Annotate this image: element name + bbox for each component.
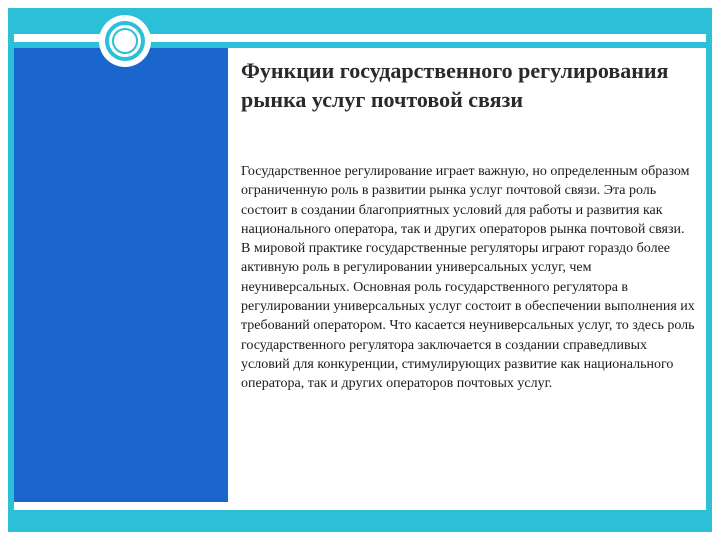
left-panel	[14, 48, 228, 502]
slide-body-text: Государственное регулирование играет важную, но определенным образом ограниченную роль в развитии рынка услуг почтовой связи. Эта роль состоит в создании благоприятных условий для работы и развития как национального оператора, так и других операторов рынка почтовой связи. В мировой практике государственные регуляторы играют гораздо более активную роль в регулировании универсальных услуг, чем неуниверсальных. Основная роль государственного регулятора в регулировании универсальных услуг состоит в обеспечении выполнения их требований оператором. Что касается неуниверсальных услуг, то здесь роль государственного регулятора заключается в создании справедливых условий для конкуренции, стимулирующих развитие как национального оператора, так и других операторов почтовых услуг.	[241, 164, 695, 392]
bottom-band	[14, 502, 706, 510]
emblem-ring	[105, 21, 145, 61]
emblem-inner-ring	[112, 28, 138, 54]
circle-emblem-icon	[99, 15, 151, 67]
slide-title: Функции государственного регулирования рынка услуг почтовой связи	[241, 58, 669, 112]
